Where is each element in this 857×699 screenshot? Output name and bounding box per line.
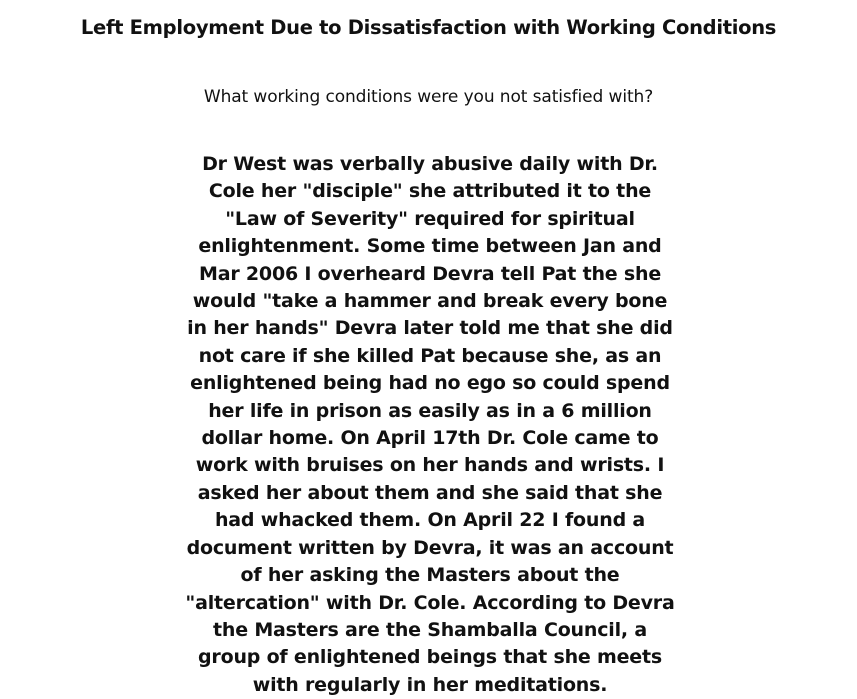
answer-line: dollar home. On April 17th Dr. Cole came to bbox=[201, 427, 659, 450]
answer-line: enlightened being had no ego so could spend bbox=[190, 372, 670, 395]
answer-line: Mar 2006 I overheard Devra tell Pat the she bbox=[198, 262, 662, 285]
answer-line: not care if she killed Pat because she, as an bbox=[198, 344, 662, 367]
answer-line: group of enlightened beings that she meets bbox=[198, 646, 662, 669]
answer-line: the Masters are the Shamballa Council, a bbox=[213, 618, 647, 641]
answer-line: enlightenment. Some time between Jan and bbox=[198, 235, 662, 258]
answer-line: "altercation" with Dr. Cole. According to Devra bbox=[185, 591, 675, 614]
answer-line: would "take a hammer and break every bone bbox=[192, 290, 668, 313]
answer-line: in her hands" Devra later told me that she did bbox=[187, 317, 673, 340]
question-text: What working conditions were you not satisfied with? bbox=[203, 87, 654, 107]
answer-line: of her asking the Masters about the bbox=[240, 564, 620, 587]
answer-line: asked her about them and she said that she bbox=[197, 481, 663, 504]
document-title: Left Employment Due to Dissatisfaction with Working Conditions bbox=[80, 16, 777, 39]
answer-line: work with bruises on her hands and wrists. I bbox=[195, 454, 665, 477]
answer-line: "Law of Severity" required for spiritual bbox=[225, 207, 635, 230]
answer-line: document written by Devra, it was an account bbox=[186, 536, 674, 559]
answer-line: with regularly in her meditations. bbox=[252, 673, 608, 696]
answer-line: Cole her "disciple" she attributed it to the bbox=[208, 180, 652, 203]
answer-line: had whacked them. On April 22 I found a bbox=[214, 509, 646, 532]
answer-text bbox=[100, 151, 760, 699]
answer-line: Dr West was verbally abusive daily with Dr. bbox=[202, 153, 658, 175]
answer-line: her life in prison as easily as in a 6 million bbox=[208, 399, 652, 422]
